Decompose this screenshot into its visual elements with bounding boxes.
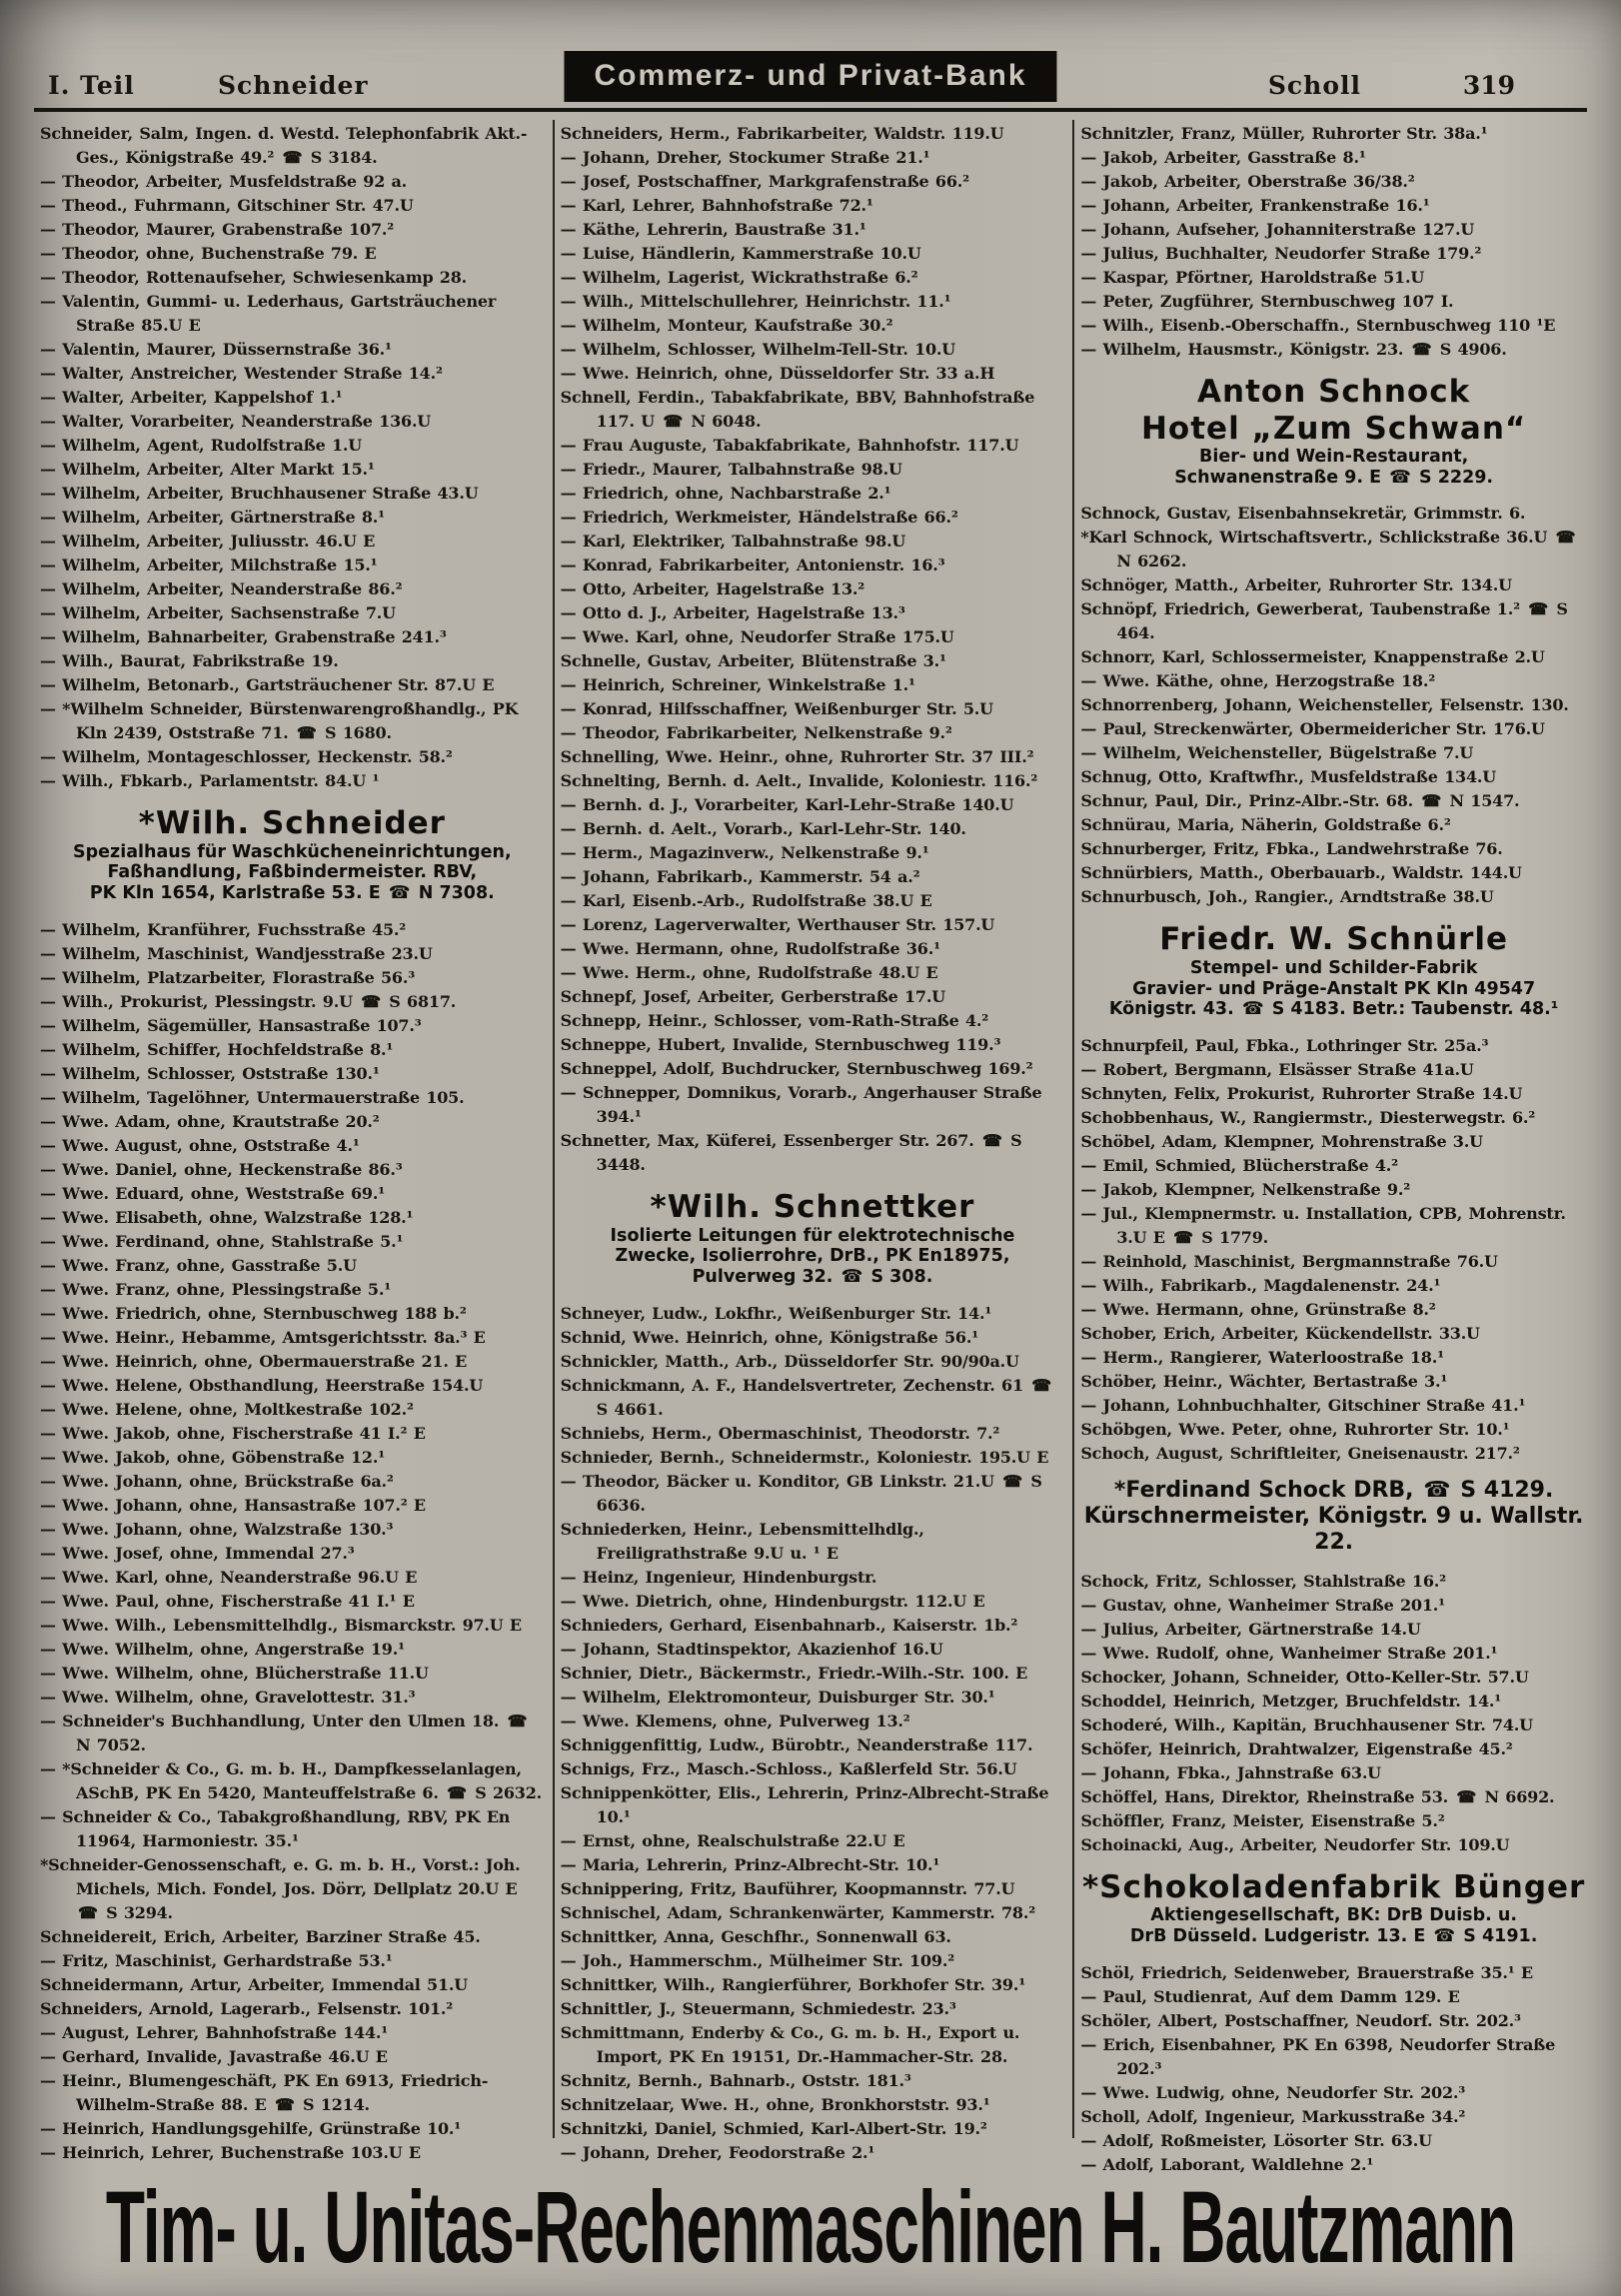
telephone-icon: ☎ bbox=[507, 1711, 528, 1730]
directory-entry: — Johann, Dreher, Feodorstraße 2.¹ bbox=[560, 2142, 875, 2162]
directory-entry: Schöl, Friedrich, Seidenweber, Brauerstraße 35.¹ E bbox=[1080, 1962, 1533, 1982]
directory-entry: — Valentin, Maurer, Düssernstraße 36.¹ bbox=[40, 340, 392, 359]
directory-entry: — Theodor, Fabrikarbeiter, Nelkenstraße 9.² bbox=[560, 723, 952, 742]
directory-entry: — Wwe. Heinr., Hebamme, Amtsgerichtsstr. 8a.³ E bbox=[40, 1327, 486, 1347]
directory-entry: — Wilhelm, Arbeiter, Alter Markt 15.¹ bbox=[40, 460, 375, 479]
directory-entry: — Heinz, Ingenieur, Hindenburgstr. bbox=[560, 1567, 877, 1587]
directory-entry: — Johann, Aufseher, Johanniterstraße 127.U bbox=[1080, 220, 1475, 239]
directory-entry: — Maria, Lehrerin, Prinz-Albrecht-Str. 10.¹ bbox=[560, 1854, 940, 1874]
directory-entry: Schnug, Otto, Kraftwfhr., Musfeldstraße 134.U bbox=[1080, 767, 1497, 787]
directory-entry: — Theodor, Arbeiter, Musfeldstraße 92 a. bbox=[40, 172, 408, 191]
directory-entry: — Wilhelm, Lagerist, Wickrathstraße 6.² bbox=[560, 268, 918, 287]
directory-entry: Schnittker, Wilh., Rangierführer, Borkhofer Str. 39.¹ bbox=[560, 1974, 1026, 1994]
directory-entry: — Gerhard, Invalide, Javastraße 46.U E bbox=[40, 2046, 388, 2066]
directory-entry: Schnurbusch, Joh., Rangier., Arndtstraße 38.U bbox=[1080, 887, 1494, 907]
column-1 bbox=[34, 120, 555, 2162]
directory-entry: — Wwe. Eduard, ohne, Weststraße 69.¹ bbox=[40, 1183, 386, 1203]
telephone-icon: ☎ bbox=[1411, 340, 1432, 359]
directory-entry: — Heinrich, Schreiner, Winkelstraße 1.¹ bbox=[560, 675, 915, 694]
directory-entry: — Wilhelm, Schiffer, Hochfeldstraße 8.¹ bbox=[40, 1039, 394, 1059]
directory-entry: — Schneider & Co., Tabakgroßhandlung, RBV, PK En 11964, Harmoniestr. 35.¹ bbox=[40, 1806, 511, 1850]
telephone-icon: ☎ bbox=[1555, 528, 1576, 548]
directory-entry: — Wilhelm, Elektromonteur, Duisburger Str. 30.¹ bbox=[560, 1687, 995, 1707]
directory-entry: — Wwe. Ferdinand, ohne, Stahlstraße 5.¹ bbox=[40, 1231, 404, 1251]
directory-entry: — Friedr., Maurer, Talbahnstraße 98.U bbox=[560, 460, 902, 479]
inline-ad-line: Gravier- und Präge-Anstalt PK Kln 49547 bbox=[1132, 978, 1536, 999]
directory-entry: — Wilhelm, Tagelöhner, Untermauerstraße 105. bbox=[40, 1087, 465, 1107]
directory-entry: Schoderé, Wilh., Kapitän, Bruchhausener Str. 74.U bbox=[1080, 1715, 1533, 1734]
directory-entry: — Friedrich, Werkmeister, Händelstraße 66.² bbox=[560, 508, 958, 527]
directory-entry: Schnickler, Matth., Arb., Düsseldorfer Str. 90/90a.U bbox=[560, 1351, 1019, 1371]
directory-entry: — Frau Auguste, Tabakfabrikate, Bahnhofstr. 117.U bbox=[560, 436, 1019, 455]
directory-entry: Schöffel, Hans, Direktor, Rheinstraße 53. ☎ N 6692. bbox=[1080, 1786, 1555, 1806]
inline-ad-line: *Ferdinand Schock DRB, ☎ S 4129. bbox=[1113, 1477, 1554, 1503]
directory-entry: Schnitz, Bernh., Bahnarb., Oststr. 181.³ bbox=[560, 2070, 911, 2090]
directory-entry: Schöbgen, Wwe. Peter, ohne, Ruhrorter Str. 10.¹ bbox=[1080, 1419, 1510, 1439]
directory-entry: Schnitzler, Franz, Müller, Ruhrorter Str. 38a.¹ bbox=[1080, 124, 1488, 143]
directory-entry: — Wilh., Fabrikarb., Magdalenenstr. 24.¹ bbox=[1080, 1275, 1441, 1295]
directory-entry: — Wwe. Jakob, ohne, Göbenstraße 12.¹ bbox=[40, 1447, 385, 1467]
directory-entry: Schneider, Salm, Ingen. d. Westd. Telephonfabrik Akt.-Ges., Königstraße 49.² ☎ S 3184. bbox=[40, 124, 528, 167]
inline-ad-line: *Wilh. Schnettker bbox=[650, 1189, 975, 1225]
telephone-icon: ☎ bbox=[1423, 1477, 1451, 1503]
directory-entry: — Wilhelm, Arbeiter, Sachsenstraße 7.U bbox=[40, 603, 396, 622]
column-3 bbox=[1074, 120, 1595, 2174]
directory-entry: — Otto d. J., Arbeiter, Hagelstraße 13.³ bbox=[560, 603, 905, 622]
directory-entry: — Wilhelm, Arbeiter, Bruchhausener Straße 43.U bbox=[40, 484, 479, 503]
inline-ad-line: Bier- und Wein-Restaurant, bbox=[1198, 447, 1469, 468]
telephone-icon: ☎ bbox=[274, 2094, 295, 2114]
directory-entry: Schneyer, Ludw., Lokfhr., Weißenburger Str. 14.¹ bbox=[560, 1303, 992, 1323]
directory-entry: Schöber, Heinr., Wächter, Bertastraße 3.¹ bbox=[1080, 1371, 1448, 1391]
directory-entry: Schnickmann, A. F., Handelsvertreter, Zechenstr. 61 ☎ S 4661. bbox=[560, 1375, 1052, 1419]
directory-entry: — Wilhelm, Hausmstr., Königstr. 23. ☎ S 4906. bbox=[1080, 340, 1507, 359]
inline-ad-line: Kürschnermeister, Königstr. 9 u. Wallstr. 22. bbox=[1083, 1503, 1584, 1555]
directory-entry: — Herm., Magazinverw., Nelkenstraße 9.¹ bbox=[560, 843, 929, 862]
directory-entry: — Wwe. Friedrich, ohne, Sternbuschweg 188 b.² bbox=[40, 1303, 467, 1323]
directory-entry: — Heinrich, Handlungsgehilfe, Grünstraße 10.¹ bbox=[40, 2118, 462, 2138]
directory-entry: Schöfer, Heinrich, Drahtwalzer, Eigenstraße 45.² bbox=[1080, 1738, 1513, 1758]
directory-entry: — Wwe. Helene, Obsthandlung, Heerstraße 154.U bbox=[40, 1375, 484, 1395]
directory-entry: Schnischel, Adam, Schrankenwärter, Kammerstr. 78.² bbox=[560, 1902, 1036, 1922]
directory-entry: — Karl, Eisenb.-Arb., Rudolfstraße 38.U E bbox=[560, 891, 932, 910]
directory-entry: — Otto, Arbeiter, Hagelstraße 13.² bbox=[560, 579, 865, 598]
directory-entry: — Julius, Buchhalter, Neudorfer Straße 179.² bbox=[1080, 244, 1482, 263]
directory-entry: — Theod., Fuhrmann, Gitschiner Str. 47.U bbox=[40, 196, 414, 215]
inline-ad-line: Faßhandlung, Faßbindermeister. RBV, bbox=[107, 862, 478, 883]
directory-entry: — Wwe. August, ohne, Oststraße 4.¹ bbox=[40, 1135, 360, 1155]
telephone-icon: ☎ bbox=[1456, 1786, 1477, 1806]
directory-entry: Schnittler, J., Steuermann, Schmiedestr. 23.³ bbox=[560, 1998, 956, 2018]
directory-entry: — Wwe. Johann, ohne, Brückstraße 6a.² bbox=[40, 1471, 394, 1491]
header-rule bbox=[34, 108, 1587, 112]
directory-entry: — Wwe. Dietrich, ohne, Hindenburgstr. 112.U E bbox=[560, 1591, 985, 1611]
directory-entry: Schnittker, Anna, Geschfhr., Sonnenwall 63. bbox=[560, 1926, 951, 1946]
directory-entry: — Theodor, Rottenaufseher, Schwiesenkamp 28. bbox=[40, 268, 468, 287]
inline-ad-line: Stempel- und Schilder-Fabrik bbox=[1189, 958, 1478, 979]
directory-entry: — Wilh., Baurat, Fabrikstraße 19. bbox=[40, 651, 339, 670]
telephone-icon: ☎ bbox=[1389, 467, 1411, 488]
telephone-icon: ☎ bbox=[1031, 1375, 1052, 1395]
inline-ad-line: PK Kln 1654, Karlstraße 53. E ☎ N 7308. bbox=[89, 882, 495, 903]
guide-word-right: Scholl bbox=[1267, 71, 1361, 100]
inline-ad-line: *Schokoladenfabrik Bünger bbox=[1081, 1868, 1586, 1905]
inline-ad-line: Isolierte Leitungen für elektrotechnische bbox=[610, 1225, 1015, 1246]
directory-entry: — Gustav, ohne, Wanheimer Straße 201.¹ bbox=[1080, 1595, 1445, 1615]
inline-ad-line: DrB Düsseld. Ludgeristr. 13. E ☎ S 4191. bbox=[1129, 1926, 1538, 1947]
inline-ad-line: Pulverweg 32. ☎ S 308. bbox=[692, 1266, 933, 1287]
directory-entry: — Emil, Schmied, Blücherstraße 4.² bbox=[1080, 1155, 1398, 1175]
telephone-icon: ☎ bbox=[361, 991, 381, 1011]
inline-ad-line: Aktiengesellschaft, BK: DrB Duisb. u. bbox=[1150, 1905, 1517, 1926]
telephone-icon: ☎ bbox=[1421, 791, 1442, 811]
directory-entry: Schnürbiers, Matth., Oberbauarb., Waldstr. 144.U bbox=[1080, 863, 1522, 883]
inline-ad-line: Anton Schnock bbox=[1197, 374, 1471, 410]
directory-entry: Schnieder, Bernh., Schneidermstr., Koloniestr. 195.U E bbox=[560, 1447, 1049, 1467]
directory-entry: — Wilhelm, Montageschlosser, Heckenstr. 58.² bbox=[40, 747, 453, 766]
directory-entry: Schneidereit, Erich, Arbeiter, Barziner Straße 45. bbox=[40, 1926, 481, 1946]
directory-entry: Schnurpfeil, Paul, Fbka., Lothringer Str. 25a.³ bbox=[1080, 1035, 1489, 1055]
directory-entry: Schnippenkötter, Elis., Lehrerin, Prinz-Albrecht-Straße 10.¹ bbox=[560, 1782, 1049, 1826]
directory-entry: — Wilhelm, Sägemüller, Hansastraße 107.³ bbox=[40, 1015, 422, 1035]
directory-entry: Schöffler, Franz, Meister, Eisenstraße 5.² bbox=[1080, 1810, 1445, 1830]
directory-entry: — Valentin, Gummi- u. Lederhaus, Gartsträuchener Straße 85.U E bbox=[40, 292, 497, 335]
directory-entry: Schnepf, Josef, Arbeiter, Gerberstraße 17.U bbox=[560, 987, 945, 1006]
directory-entry: — Ernst, ohne, Realschulstraße 22.U E bbox=[560, 1830, 905, 1850]
directory-entry: Schnepp, Heinr., Schlosser, vom-Rath-Straße 4.² bbox=[560, 1011, 989, 1030]
directory-entry: — Wwe. Ludwig, ohne, Neudorfer Str. 202.³ bbox=[1080, 2082, 1466, 2102]
directory-entry: — Wilh., Fbkarb., Parlamentstr. 84.U ¹ bbox=[40, 771, 380, 790]
directory-entry: — Wilh., Mittelschullehrer, Heinrichstr. 11.¹ bbox=[560, 292, 951, 311]
directory-entry: Schnur, Paul, Dir., Prinz-Albr.-Str. 68. ☎ N 1547. bbox=[1080, 791, 1520, 811]
directory-entry: — Wwe. Wilhelm, ohne, Blücherstraße 11.U bbox=[40, 1663, 429, 1683]
telephone-icon: ☎ bbox=[388, 882, 411, 903]
directory-entry: — Konrad, Hilfsschaffner, Weißenburger Str. 5.U bbox=[560, 699, 993, 718]
directory-entry: — *Schneider & Co., G. m. b. H., Dampfkesselanlagen, ASchB, PK En 5420, Manteuffelstraße 6. ☎ S 2632. bbox=[40, 1758, 543, 1802]
directory-entry: — Bernh. d. Aelt., Vorarb., Karl-Lehr-Str. 140. bbox=[560, 819, 966, 838]
directory-entry: — Fritz, Maschinist, Gerhardstraße 53.¹ bbox=[40, 1950, 393, 1970]
directory-entry: Schneppel, Adolf, Buchdrucker, Sternbuschweg 169.² bbox=[560, 1059, 1033, 1078]
directory-entry: Schneiders, Arnold, Lagerarb., Felsenstr. 101.² bbox=[40, 1998, 454, 2018]
inline-ad-line: Friedr. W. Schnürle bbox=[1159, 921, 1509, 958]
directory-entry: — Theodor, ohne, Buchenstraße 79. E bbox=[40, 244, 377, 263]
directory-entry: — Johann, Lohnbuchhalter, Gitschiner Straße 41.¹ bbox=[1080, 1395, 1526, 1415]
directory-columns bbox=[34, 120, 1595, 2174]
directory-entry: — Peter, Zugführer, Sternbuschweg 107 I. bbox=[1080, 292, 1454, 311]
directory-entry: — Schneider's Buchhandlung, Unter den Ulmen 18. ☎ N 7052. bbox=[40, 1711, 528, 1754]
directory-entry: — Johann, Dreher, Stockumer Straße 21.¹ bbox=[560, 148, 930, 167]
telephone-icon: ☎ bbox=[663, 412, 684, 431]
directory-entry: — Reinhold, Maschinist, Bergmannstraße 76.U bbox=[1080, 1251, 1498, 1271]
telephone-icon: ☎ bbox=[282, 148, 303, 167]
page-header bbox=[40, 38, 1581, 104]
telephone-icon: ☎ bbox=[296, 723, 317, 742]
guide-word-left: Schneider bbox=[218, 71, 369, 100]
directory-entry: — Wwe. Johann, ohne, Hansastraße 107.² E bbox=[40, 1495, 426, 1515]
directory-entry: — *Wilhelm Schneider, Bürstenwarengroßhandlg., PK Kln 2439, Oststraße 71. ☎ S 1680. bbox=[40, 699, 519, 742]
directory-entry: — Wilhelm, Schlosser, Wilhelm-Tell-Str. 10.U bbox=[560, 340, 956, 359]
directory-entry: — Bernh. d. J., Vorarbeiter, Karl-Lehr-Straße 140.U bbox=[560, 795, 1014, 814]
directory-entry: Schnyten, Felix, Prokurist, Ruhrorter Straße 14.U bbox=[1080, 1083, 1523, 1103]
directory-entry: — Wwe. Heinrich, ohne, Düsseldorfer Str. 33 a.H bbox=[560, 364, 995, 383]
directory-entry: — Wilhelm, Monteur, Kaufstraße 30.² bbox=[560, 316, 893, 335]
directory-entry: — Wwe. Karl, ohne, Neanderstraße 96.U E bbox=[40, 1567, 418, 1587]
directory-entry: — Wwe. Elisabeth, ohne, Walzstraße 128.¹ bbox=[40, 1207, 414, 1227]
directory-entry: Schnöpf, Friedrich, Gewerberat, Taubenstraße 1.² ☎ S 464. bbox=[1080, 599, 1568, 643]
directory-entry: — Wwe. Wilhelm, ohne, Gravelottestr. 31.³ bbox=[40, 1687, 416, 1707]
directory-entry: Schocker, Johann, Schneider, Otto-Keller-Str. 57.U bbox=[1080, 1667, 1529, 1687]
directory-entry: — Wwe. Klemens, ohne, Pulverweg 13.² bbox=[560, 1711, 910, 1730]
directory-entry: — Wwe. Käthe, ohne, Herzogstraße 18.² bbox=[1080, 671, 1436, 691]
directory-entry: — Wwe. Helene, ohne, Moltkestraße 102.² bbox=[40, 1399, 414, 1419]
directory-entry: — Wwe. Hermann, ohne, Grünstraße 8.² bbox=[1080, 1299, 1436, 1319]
directory-entry: — Wwe. Herm., ohne, Rudolfstraße 48.U E bbox=[560, 963, 938, 982]
directory-entry: Schneppe, Hubert, Invalide, Sternbuschweg 119.³ bbox=[560, 1035, 1001, 1054]
directory-entry: — Wilhelm, Kranführer, Fuchsstraße 45.² bbox=[40, 919, 407, 939]
directory-entry: — Karl, Lehrer, Bahnhofstraße 72.¹ bbox=[560, 196, 873, 215]
directory-entry: — Theodor, Maurer, Grabenstraße 107.² bbox=[40, 220, 395, 239]
directory-entry: Schoch, August, Schriftleiter, Gneisenaustr. 217.² bbox=[1080, 1443, 1520, 1463]
directory-entry: Schniederken, Heinr., Lebensmittelhdlg., Freiligrathstraße 9.U u. ¹ E bbox=[560, 1519, 924, 1563]
directory-entry: Schnorrenberg, Johann, Weichensteller, Felsenstr. 130. bbox=[1080, 695, 1569, 715]
directory-entry: — Wwe. Franz, ohne, Gasstraße 5.U bbox=[40, 1255, 357, 1275]
directory-entry: *Schneider-Genossenschaft, e. G. m. b. H., Vorst.: Joh. Michels, Mich. Fondel, Jos. Dörr, Dellplatz 20.U E ☎ S 3294. bbox=[40, 1854, 521, 1922]
telephone-icon: ☎ bbox=[1002, 1471, 1022, 1491]
directory-entry: — Wwe. Franz, ohne, Plessingstraße 5.¹ bbox=[40, 1279, 392, 1299]
directory-entry: Schnetter, Max, Küferei, Essenberger Str. 267. ☎ S 3448. bbox=[560, 1131, 1022, 1174]
directory-entry: — Julius, Arbeiter, Gärtnerstraße 14.U bbox=[1080, 1619, 1421, 1639]
directory-entry: — Wwe. Daniel, ohne, Heckenstraße 86.³ bbox=[40, 1159, 403, 1179]
inline-ad bbox=[1080, 1478, 1587, 1556]
inline-ad bbox=[1080, 1869, 1587, 1947]
directory-entry: — Erich, Eisenbahner, PK En 6398, Neudorfer Straße 202.³ bbox=[1080, 2034, 1556, 2078]
directory-entry: — Adolf, Roßmeister, Lösorter Str. 63.U bbox=[1080, 2130, 1432, 2150]
directory-entry: — Wilhelm, Weichensteller, Bügelstraße 7.U bbox=[1080, 743, 1474, 763]
directory-entry: — Wwe. Johann, ohne, Walzstraße 130.³ bbox=[40, 1519, 394, 1539]
directory-entry: — Wwe. Karl, ohne, Neudorfer Straße 175.U bbox=[560, 627, 954, 646]
directory-entry: *Karl Schnock, Wirtschaftsvertr., Schlickstraße 36.U ☎ N 6262. bbox=[1080, 528, 1576, 572]
directory-entry: — Wilh., Prokurist, Plessingstr. 9.U ☎ S 6817. bbox=[40, 991, 457, 1011]
directory-entry: — Wwe. Josef, ohne, Immendal 27.³ bbox=[40, 1543, 355, 1563]
directory-entry: Schnitzki, Daniel, Schmied, Karl-Albert-Str. 19.² bbox=[560, 2118, 987, 2138]
directory-entry: Schnid, Wwe. Heinrich, ohne, Königstraße 56.¹ bbox=[560, 1327, 979, 1347]
directory-entry: — Jakob, Arbeiter, Gasstraße 8.¹ bbox=[1080, 148, 1366, 167]
directory-entry: Schnürau, Maria, Näherin, Goldstraße 6.² bbox=[1080, 815, 1451, 835]
directory-entry: — Jakob, Arbeiter, Oberstraße 36/38.² bbox=[1080, 172, 1415, 191]
directory-entry: — Paul, Streckenwärter, Obermeidericher Str. 176.U bbox=[1080, 719, 1545, 739]
directory-entry: — Wilhelm, Platzarbeiter, Florastraße 56.³ bbox=[40, 967, 415, 987]
directory-entry: — Wwe. Jakob, ohne, Fischerstraße 41 I.² E bbox=[40, 1423, 426, 1443]
directory-entry: — Wilhelm, Betonarb., Gartsträuchener Str. 87.U E bbox=[40, 675, 495, 694]
directory-entry: — Konrad, Fabrikarbeiter, Antonienstr. 16.³ bbox=[560, 556, 945, 574]
header-ad-commerz-privat-bank: Commerz- und Privat-Bank bbox=[564, 51, 1056, 102]
directory-entry: — Robert, Bergmann, Elsässer Straße 41a.U bbox=[1080, 1059, 1474, 1079]
directory-entry: Schnippering, Fritz, Bauführer, Koopmannstr. 77.U bbox=[560, 1878, 1015, 1898]
telephone-icon: ☎ bbox=[1173, 1227, 1193, 1247]
inline-ad bbox=[561, 1189, 1065, 1288]
directory-entry: — Joh., Hammerschm., Mülheimer Str. 109.² bbox=[560, 1950, 955, 1970]
inline-ad-line: *Wilh. Schneider bbox=[138, 805, 446, 841]
directory-entry: — Karl, Elektriker, Talbahnstraße 98.U bbox=[560, 532, 906, 551]
directory-entry: — Wwe. Rudolf, ohne, Wanheimer Straße 201.¹ bbox=[1080, 1643, 1498, 1663]
part-label: I. Teil bbox=[48, 71, 135, 100]
inline-ad-line: Königstr. 43. ☎ S 4183. Betr.: Taubenstr. 48.¹ bbox=[1108, 999, 1559, 1020]
directory-entry: Schnurberger, Fritz, Fbka., Landwehrstraße 76. bbox=[1080, 839, 1503, 859]
column-2 bbox=[555, 120, 1075, 2162]
directory-entry: Schneiders, Herm., Fabrikarbeiter, Waldstr. 119.U bbox=[560, 124, 1004, 143]
directory-entry: — Kaspar, Pförtner, Haroldstraße 51.U bbox=[1080, 268, 1425, 287]
directory-entry: — Wilh., Eisenb.-Oberschaffn., Sternbuschweg 110 ¹E bbox=[1080, 316, 1556, 335]
directory-entry: — Heinrich, Lehrer, Buchenstraße 103.U E bbox=[40, 2142, 421, 2162]
page-number: 319 bbox=[1462, 71, 1515, 100]
directory-entry: — Jul., Klempnermstr. u. Installation, CPB, Mohrenstr. 3.U E ☎ S 1779. bbox=[1080, 1203, 1566, 1247]
inline-ad bbox=[1080, 374, 1587, 488]
footer-ad-rechenmaschinen: Tim- u. Unitas-Rechenmaschinen H. Bautzmann bbox=[105, 2169, 1516, 2285]
directory-entry: Schobbenhaus, W., Rangiermstr., Diesterwegstr. 6.² bbox=[1080, 1107, 1536, 1127]
directory-entry: Schniebs, Herm., Obermaschinist, Theodorstr. 7.² bbox=[560, 1423, 1000, 1443]
directory-entry: Schnitzelaar, Wwe. H., ohne, Bronkhorststr. 93.¹ bbox=[560, 2094, 990, 2114]
inline-ad-line: Zwecke, Isolierrohre, DrB., PK En18975, bbox=[615, 1246, 1010, 1267]
telephone-icon: ☎ bbox=[840, 1266, 863, 1287]
directory-entry: — Friedrich, ohne, Nachbarstraße 2.¹ bbox=[560, 484, 891, 503]
directory-entry: — Wilhelm, Schlosser, Oststraße 130.¹ bbox=[40, 1063, 380, 1083]
directory-entry: — Theodor, Bäcker u. Konditor, GB Linkstr. 21.U ☎ S 6636. bbox=[560, 1471, 1042, 1515]
telephone-icon: ☎ bbox=[447, 1782, 467, 1802]
directory-entry: Schoinacki, Aug., Arbeiter, Neudorfer Str. 109.U bbox=[1080, 1834, 1510, 1854]
inline-ad-line: Hotel „Zum Schwan“ bbox=[1140, 410, 1527, 447]
telephone-icon: ☎ bbox=[78, 1902, 98, 1922]
telephone-icon: ☎ bbox=[1528, 599, 1548, 619]
telephone-icon: ☎ bbox=[981, 1131, 1002, 1150]
directory-entry: Schöler, Albert, Postschaffner, Neudorf. Str. 202.³ bbox=[1080, 2010, 1521, 2030]
directory-entry: — Wilhelm, Bahnarbeiter, Grabenstraße 241.³ bbox=[40, 627, 447, 646]
directory-entry: — Käthe, Lehrerin, Baustraße 31.¹ bbox=[560, 220, 866, 239]
directory-entry: Schober, Erich, Arbeiter, Kückendellstr. 33.U bbox=[1080, 1323, 1480, 1343]
directory-entry: — Wwe. Heinrich, ohne, Obermauerstraße 21. E bbox=[40, 1351, 468, 1371]
directory-entry: Schnelting, Bernh. d. Aelt., Invalide, Koloniestr. 116.² bbox=[560, 771, 1038, 790]
inline-ad bbox=[1080, 921, 1587, 1020]
directory-entry: Schock, Fritz, Schlosser, Stahlstraße 16.² bbox=[1080, 1571, 1446, 1591]
directory-entry: — Adolf, Laborant, Waldlehne 2.¹ bbox=[1080, 2154, 1374, 2174]
directory-entry: Schnelle, Gustav, Arbeiter, Blütenstraße 3.¹ bbox=[560, 651, 946, 670]
directory-entry: — Josef, Postschaffner, Markgrafenstraße 66.² bbox=[560, 172, 969, 191]
directory-entry: — Walter, Anstreicher, Westender Straße 14.² bbox=[40, 364, 443, 383]
inline-ad-line: Spezialhaus für Waschkücheneinrichtungen, bbox=[73, 841, 512, 862]
directory-entry: — Wwe. Wilh., Lebensmittelhdlg., Bismarckstr. 97.U E bbox=[40, 1615, 522, 1635]
telephone-icon: ☎ bbox=[1241, 999, 1264, 1020]
telephone-icon: ☎ bbox=[1433, 1926, 1456, 1947]
directory-entry: — Schnepper, Domnikus, Vorarb., Angerhauser Straße 394.¹ bbox=[560, 1083, 1042, 1126]
directory-entry: Schnock, Gustav, Eisenbahnsekretär, Grimmstr. 6. bbox=[1080, 504, 1526, 524]
directory-entry: — Johann, Arbeiter, Frankenstraße 16.¹ bbox=[1080, 196, 1430, 215]
directory-entry: Schnöger, Matth., Arbeiter, Ruhrorter Str. 134.U bbox=[1080, 575, 1512, 595]
directory-entry: — Walter, Vorarbeiter, Neanderstraße 136.U bbox=[40, 412, 432, 431]
directory-entry: — Wilhelm, Arbeiter, Neanderstraße 86.² bbox=[40, 579, 403, 598]
directory-entry: — Wilhelm, Arbeiter, Milchstraße 15.¹ bbox=[40, 556, 378, 574]
directory-entry: — Herm., Rangierer, Waterloostraße 18.¹ bbox=[1080, 1347, 1444, 1367]
directory-entry: — Johann, Stadtinspektor, Akazienhof 16.U bbox=[560, 1639, 943, 1659]
directory-entry: — Wilhelm, Maschinist, Wandjesstraße 23.U bbox=[40, 943, 433, 963]
directory-entry: — Johann, Fabrikarb., Kammerstr. 54 a.² bbox=[560, 867, 920, 886]
directory-entry: Schoddel, Heinrich, Metzger, Bruchfeldstr. 14.¹ bbox=[1080, 1691, 1502, 1711]
directory-entry: Schnelling, Wwe. Heinr., ohne, Ruhrorter Str. 37 III.² bbox=[560, 747, 1034, 766]
directory-entry: Schöbel, Adam, Klempner, Mohrenstraße 3.U bbox=[1080, 1131, 1483, 1151]
directory-entry: — Lorenz, Lagerverwalter, Werthauser Str. 157.U bbox=[560, 915, 995, 934]
directory-entry: — Heinr., Blumengeschäft, PK En 6913, Friedrich-Wilhelm-Straße 88. E ☎ S 1214. bbox=[40, 2070, 489, 2114]
directory-entry: — Johann, Fbka., Jahnstraße 63.U bbox=[1080, 1762, 1381, 1782]
directory-entry: — Wwe. Paul, ohne, Fischerstraße 41 I.¹ E bbox=[40, 1591, 415, 1611]
directory-entry: Schnier, Dietr., Bäckermstr., Friedr.-Wilh.-Str. 100. E bbox=[560, 1663, 1028, 1683]
directory-entry: — Wilhelm, Arbeiter, Gärtnerstraße 8.¹ bbox=[40, 508, 385, 527]
directory-entry: — Wilhelm, Arbeiter, Juliusstr. 46.U E bbox=[40, 532, 376, 551]
directory-entry: — August, Lehrer, Bahnhofstraße 144.¹ bbox=[40, 2022, 389, 2042]
directory-entry: Schniggenfittig, Ludw., Bürobtr., Neanderstraße 117. bbox=[560, 1734, 1033, 1754]
inline-ad-line: Schwanenstraße 9. E ☎ S 2229. bbox=[1174, 467, 1494, 488]
directory-entry: Schnigs, Frz., Masch.-Schloss., Kaßlerfeld Str. 56.U bbox=[560, 1758, 1017, 1778]
directory-entry: — Wwe. Wilhelm, ohne, Angerstraße 19.¹ bbox=[40, 1639, 405, 1659]
directory-entry: Schnorr, Karl, Schlossermeister, Knappenstraße 2.U bbox=[1080, 647, 1545, 667]
directory-entry: — Jakob, Klempner, Nelkenstraße 9.² bbox=[1080, 1179, 1411, 1199]
directory-entry: Scholl, Adolf, Ingenieur, Markusstraße 34.² bbox=[1080, 2106, 1466, 2126]
directory-entry: — Wwe. Adam, ohne, Krautstraße 20.² bbox=[40, 1111, 380, 1131]
inline-ad bbox=[40, 805, 545, 904]
directory-entry: Schmittmann, Enderby & Co., G. m. b. H., Export u. Import, PK En 19151, Dr.-Hammacher-Str. 28. bbox=[560, 2022, 1020, 2066]
directory-entry: Schnieders, Gerhard, Eisenbahnarb., Kaiserstr. 1b.² bbox=[560, 1615, 1018, 1635]
directory-entry: — Wilhelm, Agent, Rudolfstraße 1.U bbox=[40, 436, 363, 455]
directory-entry: Schneidermann, Artur, Arbeiter, Immendal 51.U bbox=[40, 1974, 469, 1994]
directory-entry: — Wwe. Hermann, ohne, Rudolfstraße 36.¹ bbox=[560, 939, 940, 958]
directory-entry: — Luise, Händlerin, Kammerstraße 10.U bbox=[560, 244, 921, 263]
directory-entry: — Paul, Studienrat, Auf dem Damm 129. E bbox=[1080, 1986, 1460, 2006]
directory-entry: Schnell, Ferdin., Tabakfabrikate, BBV, Bahnhofstraße 117. U ☎ N 6048. bbox=[560, 388, 1035, 431]
directory-entry: — Walter, Arbeiter, Kappelshof 1.¹ bbox=[40, 388, 343, 407]
